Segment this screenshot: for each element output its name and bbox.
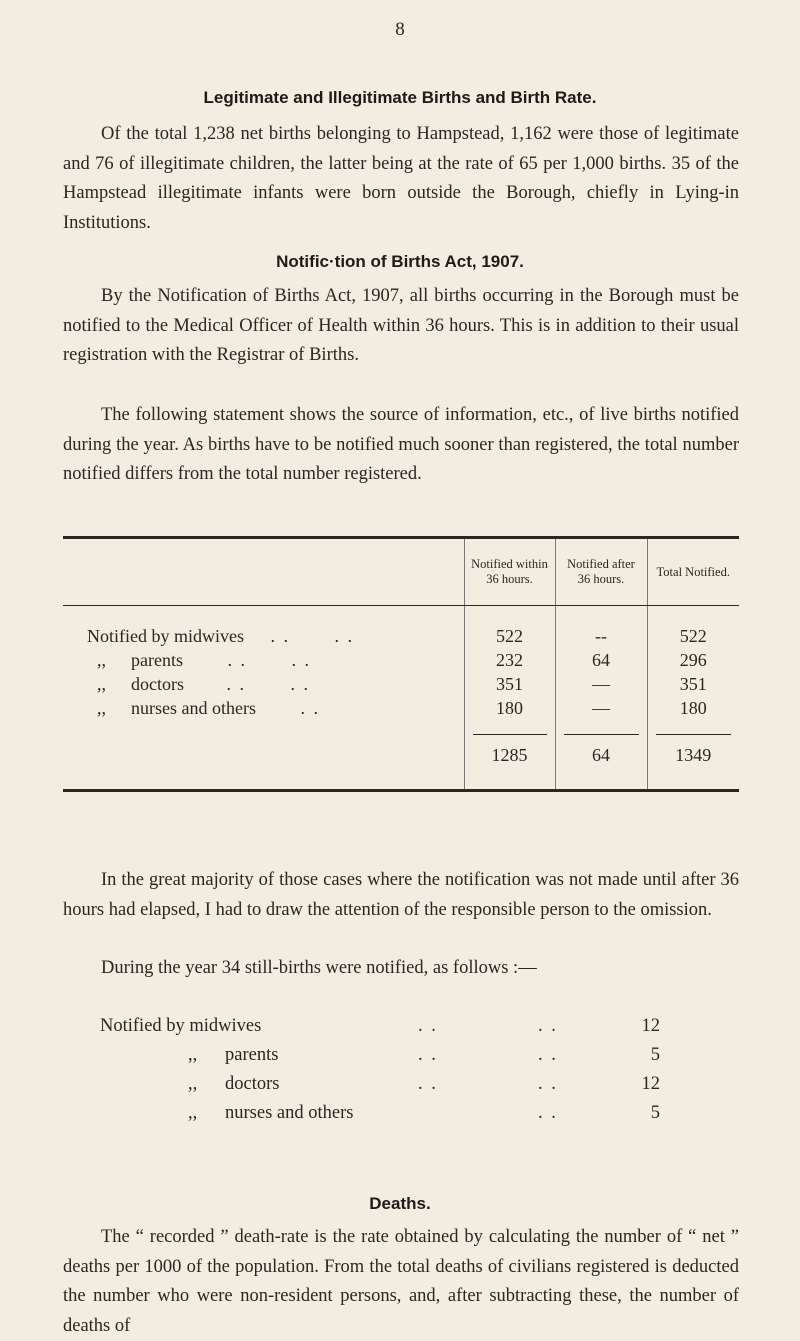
still-birth-value: 12 <box>641 1074 660 1094</box>
paragraph-births: Of the total 1,238 net births belonging to Hampstead, 1,162 were those of legitimate and 76 of illegitimate children, the latter being at the rate of 65 per 1,000 births. 35 of the Hampstead illegitimate infants were born outside the Borough, chiefly in Lying-in Institutions. <box>63 124 739 233</box>
row-label-text: doctors <box>131 674 184 694</box>
table-row <box>63 606 739 649</box>
table-header-blank <box>63 538 464 606</box>
cell-within: 232 <box>464 648 555 672</box>
row-label-text: parents <box>131 650 183 670</box>
table-header-total: Total Notified. <box>647 538 739 606</box>
paragraph-still-births-intro: During the year 34 still-births were notified, as follows :— <box>101 958 537 978</box>
paragraph-notification-act: By the Notification of Births Act, 1907, all births occurring in the Borough must be notified to the Medical Officer of Health within 36 hours. This is in addition to their usual registration with the Registrar of Births. <box>63 286 739 365</box>
cell-total: 351 <box>647 672 739 696</box>
row-prefix: ,, <box>97 698 106 718</box>
row-label-text: nurses and others <box>131 698 256 718</box>
table-row <box>63 672 739 696</box>
list-item: Notified by midwives . . . . 12 <box>100 1012 660 1041</box>
table-header-row <box>63 538 739 606</box>
still-birth-label: ,, doctors <box>188 1074 280 1094</box>
paragraph-after-table: In the great majority of those cases where the notification was not made until after 36 hours had elapsed, I had to draw the attention of the responsible person to the omission. <box>63 870 739 920</box>
notification-table <box>63 536 739 792</box>
still-birth-value: 5 <box>650 1045 660 1065</box>
cell-total: 180 <box>647 696 739 720</box>
total-within: 1285 <box>464 720 555 791</box>
table-row <box>63 696 739 720</box>
cell-after: 64 <box>555 648 647 672</box>
cell-after: -- <box>555 606 647 649</box>
section-heading-deaths: Deaths. <box>369 1194 431 1213</box>
table-row <box>63 648 739 672</box>
still-birth-label: ,, parents <box>188 1045 279 1065</box>
section-heading-births: Legitimate and Illegitimate Births and Birth Rate. <box>203 88 597 107</box>
section-heading-notification-act: Notific·tion of Births Act, 1907. <box>276 252 524 271</box>
list-item: ,, parents . . . . 5 <box>100 1041 660 1070</box>
total-label-blank <box>63 720 464 791</box>
row-label: ,, parents . . . . <box>97 650 311 670</box>
total-after: 64 <box>555 720 647 791</box>
page-number: 8 <box>395 19 405 40</box>
row-prefix: ,, <box>97 674 106 694</box>
table-total-row <box>63 720 739 791</box>
row-label: ,, nurses and others . . <box>97 698 320 718</box>
row-label: Notified by midwives . . . . <box>87 626 354 646</box>
cell-within: 522 <box>464 606 555 649</box>
list-item: ,, nurses and others . . 5 <box>100 1099 660 1128</box>
row-label-text: midwives <box>174 626 244 646</box>
table-header-within: Notified within 36 hours. <box>464 538 555 606</box>
cell-after: — <box>555 672 647 696</box>
cell-within: 351 <box>464 672 555 696</box>
row-label: ,, doctors . . . . <box>97 674 310 694</box>
still-birth-label: ,, nurses and others <box>188 1103 354 1123</box>
cell-total: 296 <box>647 648 739 672</box>
still-birth-value: 12 <box>641 1016 660 1036</box>
list-item: ,, doctors . . . . 12 <box>100 1070 660 1099</box>
total-total: 1349 <box>647 720 739 791</box>
still-birth-label: Notified by midwives <box>100 1016 262 1036</box>
still-birth-value: 5 <box>650 1103 660 1123</box>
row-prefix: Notified by <box>87 626 170 646</box>
row-prefix: ,, <box>97 650 106 670</box>
paragraph-deaths: The “ recorded ” death-rate is the rate obtained by calculating the number of “ net ” deaths per 1000 of the population. From the total deaths of civilians registered is deducted the number who were non-resident persons, and, after subtracting these, the number of deaths of <box>63 1227 739 1336</box>
paragraph-statement: The following statement shows the source of information, etc., of live births notified during the year. As births have to be notified much sooner than registered, the total number notified differs from the total number registered. <box>63 405 739 484</box>
table-header-after: Notified after 36 hours. <box>555 538 647 606</box>
cell-within: 180 <box>464 696 555 720</box>
still-births-list <box>100 1012 660 1128</box>
cell-total: 522 <box>647 606 739 649</box>
cell-after: — <box>555 696 647 720</box>
